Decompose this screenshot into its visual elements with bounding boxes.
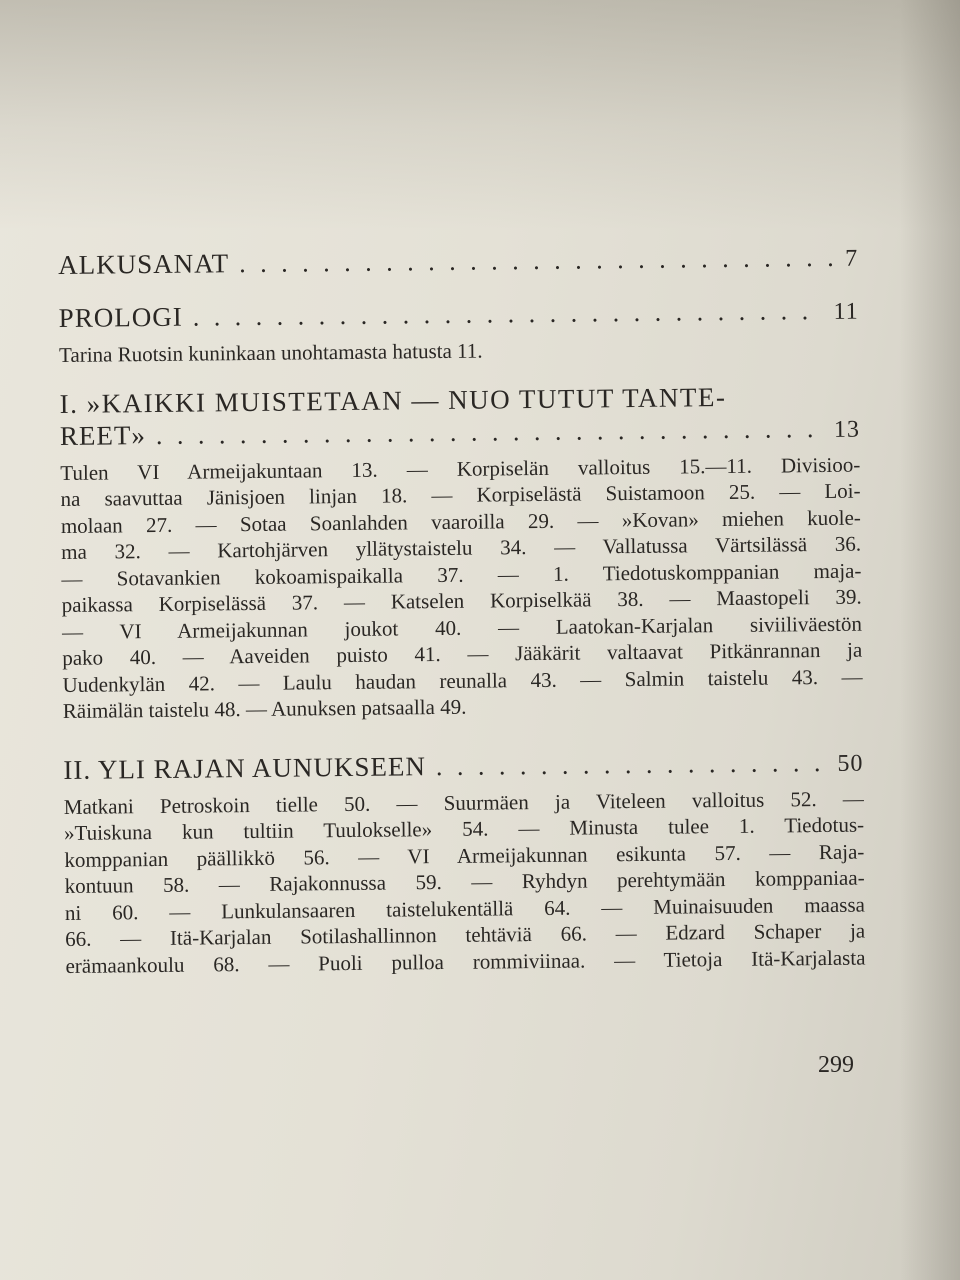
contents-line: 66. — Itä-Karjalan Sotilashallinnon tehtäviä 66. — Edzard Schaper ja (65, 918, 866, 951)
contents-line: erämaankoulu 68. — Puoli pulloa rommiviinaa. — Tietoja Itä-Karjalasta (65, 945, 866, 978)
contents-line: — Sotavankien kokoamispaikalla 37. — 1. Tiedotuskomppanian maja- (61, 558, 862, 591)
entry-subtitle: Tarina Ruotsin kuninkaan unohtamasta hatusta 11. (58, 338, 483, 367)
contents-line: Tulen VI Armeijakuntaan 13. — Korpiselän valloitus 15.—11. Divisioo- (60, 452, 861, 485)
chapter-contents (64, 785, 866, 979)
toc-entry-chapter-2 (63, 746, 865, 979)
table-of-contents (58, 242, 866, 979)
chapter-title-line-2: REET» (59, 419, 147, 451)
chapter-contents (60, 451, 863, 724)
contents-line: komppanian päällikkö 56. — VI Armeijakunnan esikunta 57. — Raja- (64, 839, 865, 872)
contents-line: Matkani Petroskoin tielle 50. — Suurmäen ja Viteleen valloitus 52. — (63, 786, 864, 819)
toc-entry-prologi (59, 295, 860, 369)
contents-line: — VI Armeijakunnan joukot 40. — Laatokan-Karjalan siviiliväestön (61, 611, 863, 644)
entry-page-number: 11 (833, 298, 859, 325)
contents-line: na saavuttaa Jänisjoen linjan 18. — Korpiselästä Suistamoon 25. — Loi- (60, 478, 861, 511)
dot-leader (426, 747, 828, 781)
dot-leader (229, 243, 835, 279)
entry-page-number: 13 (833, 416, 861, 443)
entry-title: PROLOGI (58, 301, 183, 333)
entry-page-number: 50 (837, 750, 864, 777)
contents-line: ni 60. — Lunkulansaaren taistelukentällä 64. — Muinaisuuden maassa (64, 892, 866, 925)
contents-line: »Tuiskuna kun tultiin Tuulokselle» 54. — Minusta tulee 1. Tiedotus- (63, 812, 865, 845)
page-shadow-right (900, 0, 960, 1280)
dot-leader (183, 296, 824, 333)
entry-title: ALKUSANAT (58, 248, 230, 280)
page-shadow-top (0, 0, 960, 230)
chapter-title-line-1: I. »KAIKKI MUISTETAAN — NUO TUTUT TANTE- (59, 381, 727, 419)
dot-leader (146, 413, 824, 450)
toc-entry-alkusanat (58, 242, 858, 281)
entry-page-number: 7 (844, 245, 859, 272)
contents-line: paikassa Korpiselässä 37. — Katselen Korpiselkää 38. — Maastopeli 39. (61, 584, 862, 617)
page-folio-number: 299 (818, 1052, 854, 1078)
toc-entry-chapter-1 (59, 378, 862, 724)
contents-line: pako 40. — Aaveiden puisto 41. — Jääkärit valtaavat Pitkänrannan ja (62, 637, 863, 670)
chapter-title: II. YLI RAJAN AUNUKSEEN (63, 750, 427, 785)
contents-line: kontuun 58. — Rajakonnussa 59. — Ryhdyn perehtymään komppaniaa- (64, 865, 865, 898)
contents-line: ma 32. — Kartohjärven yllätystaistelu 34. — Vallatussa Värtsilässä 36. (61, 531, 862, 564)
contents-line: molaan 27. — Sotaa Soanlahden vaaroilla 29. — »Kovan» miehen kuole- (60, 505, 861, 538)
contents-line: Räimälän taistelu 48. — Aunuksen patsaalla 49. (62, 694, 467, 723)
contents-line: Uudenkylän 42. — Laulu haudan reunalla 43. — Salmin taistelu 43. — (62, 664, 863, 697)
